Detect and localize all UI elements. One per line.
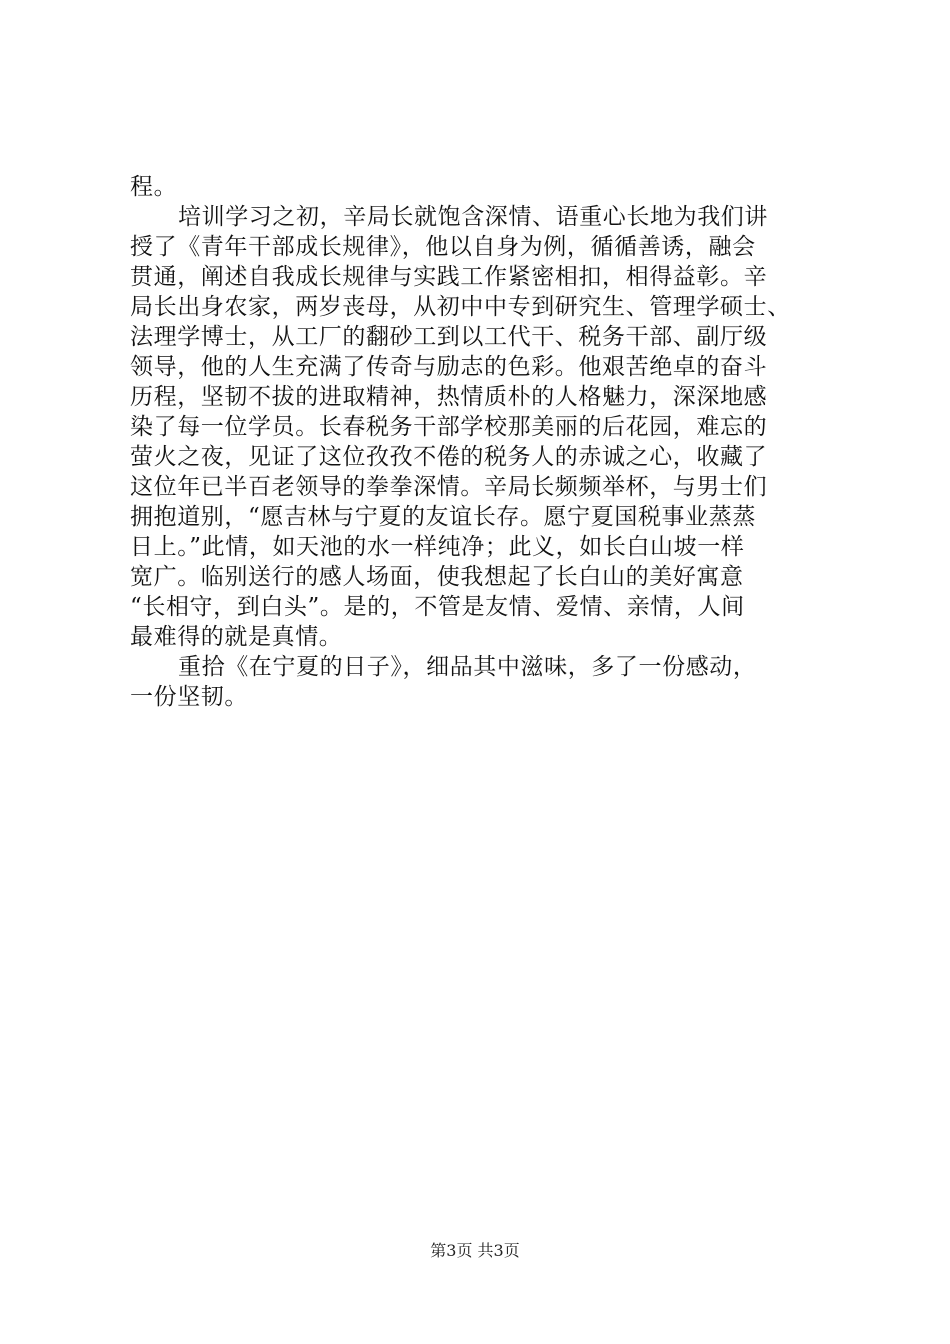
text-line: 领导，他的人生充满了传奇与励志的色彩。他艰苦绝卓的奋斗 <box>130 354 768 380</box>
text-line: 萤火之夜，见证了这位孜孜不倦的税务人的赤诚之心，收藏了 <box>130 444 768 470</box>
text-line: 拥抱道别，“愿吉林与宁夏的友谊长存。愿宁夏国税事业蒸蒸 <box>130 504 756 530</box>
text-line: 局长出身农家，两岁丧母，从初中中专到研究生、管理学硕士、 <box>130 294 791 320</box>
body-text <box>130 172 855 712</box>
text-line: “长相守，到白头”。是的，不管是友情、爱情、亲情，人间 <box>130 594 745 620</box>
text-line: 日上。”此情，如天池的水一样纯净；此义，如长白山坡一样 <box>130 534 745 560</box>
text-line: 程。 <box>130 174 178 200</box>
text-line: 贯通，阐述自我成长规律与实践工作紧密相扣，相得益彰。辛 <box>130 264 768 290</box>
text-line: 最难得的就是真情。 <box>130 624 343 650</box>
text-line: 一份坚韧。 <box>130 684 248 710</box>
text-line: 历程，坚韧不拔的进取精神，热情质朴的人格魅力，深深地感 <box>130 384 768 410</box>
paragraph-first-line: 重拾《在宁夏的日子》，细品其中滋味，多了一份感动， <box>178 654 757 680</box>
text-line: 宽广。临别送行的感人场面，使我想起了长白山的美好寓意 <box>130 564 744 590</box>
paragraph-first-line: 培训学习之初，辛局长就饱含深情、语重心长地为我们讲 <box>178 204 768 230</box>
text-line: 法理学博士，从工厂的翻砂工到以工代干、税务干部、副厅级 <box>130 324 768 350</box>
text-line: 染了每一位学员。长春税务干部学校那美丽的后花园，难忘的 <box>130 414 768 440</box>
text-line: 这位年已半百老领导的拳拳深情。辛局长频频举杯，与男士们 <box>130 474 768 500</box>
page-footer: 第3页 共3页 <box>430 1241 520 1260</box>
text-line: 授了《青年干部成长规律》，他以自身为例，循循善诱，融会 <box>130 234 756 260</box>
